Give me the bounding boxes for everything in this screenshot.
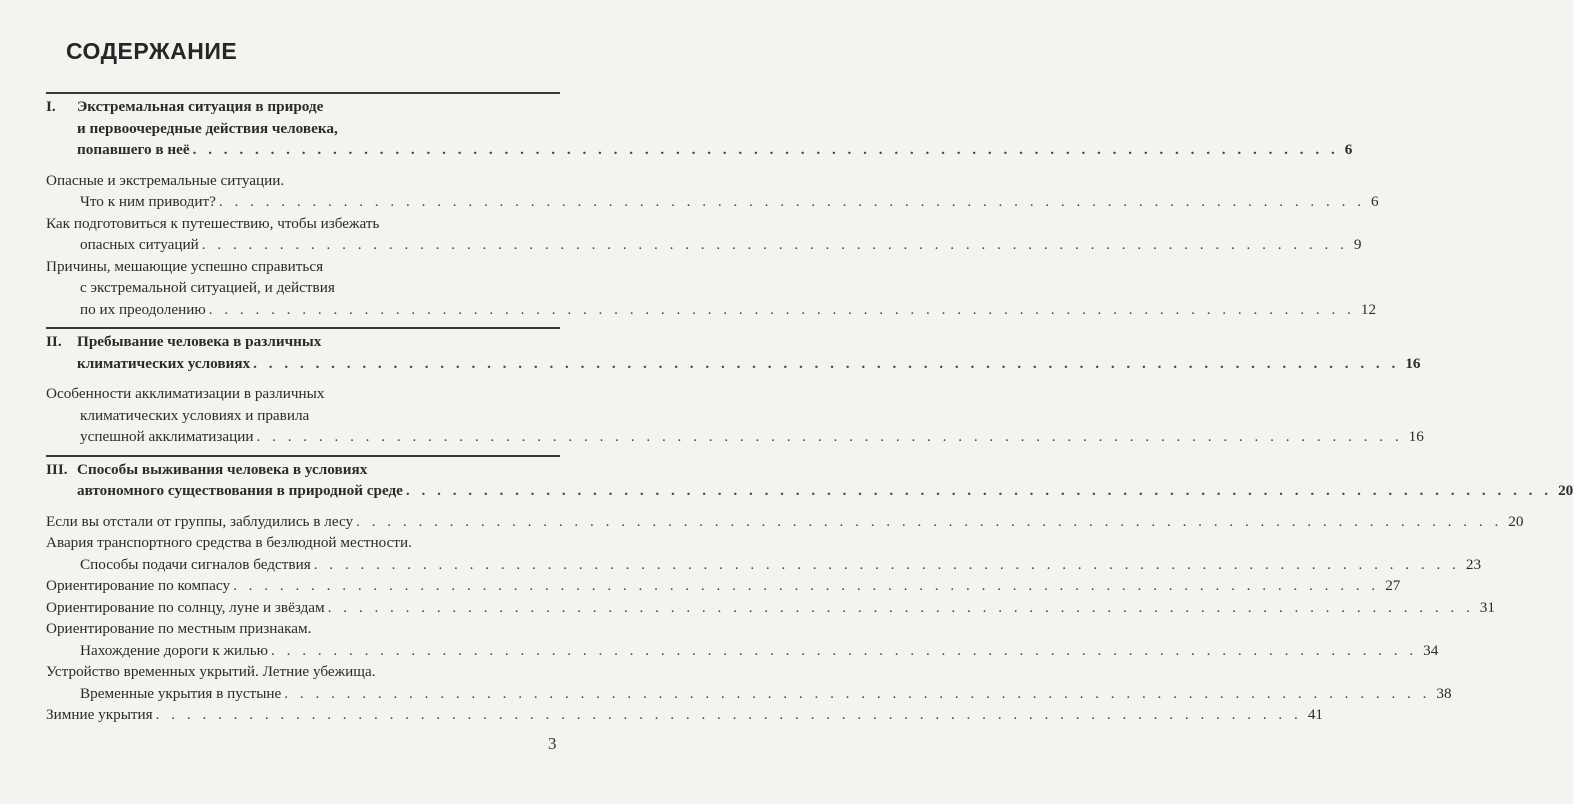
- entry-line: Если вы отстали от группы, заблудились в лесу: [46, 512, 354, 530]
- entry-line: Временные укрытия в пустыне: [80, 684, 282, 702]
- entry-line: Нахождение дороги к жилью: [80, 641, 269, 659]
- leader-dots: [328, 599, 1474, 616]
- page-number: 3: [548, 734, 557, 753]
- section-numeral: II.: [46, 333, 62, 350]
- entry-line: Зимние укрытия: [46, 706, 153, 723]
- entry-line: Способы подачи сигналов бедствия: [80, 555, 311, 573]
- toc-entry[interactable]: [46, 704, 1323, 726]
- leader-dots: [193, 141, 1339, 158]
- entry-line: Авария транспортного средства в безлюдной местности.: [46, 534, 412, 551]
- entry-line: Что к ним приводит?: [80, 193, 216, 210]
- leader-dots: [406, 482, 1552, 499]
- entry-line: Как подготовиться к путешествию, чтобы избежать: [46, 214, 380, 232]
- toc-entry[interactable]: [46, 256, 1377, 321]
- page-ref: 16: [1405, 354, 1421, 372]
- entry-line: Ориентирование по местным признакам.: [46, 620, 312, 637]
- leader-dots: [257, 428, 1403, 445]
- entry-line: опасных ситуаций: [80, 236, 199, 253]
- page-title: СОДЕРЖАНИЕ: [66, 38, 238, 64]
- entry-line: Ориентирование по солнцу, луне и звёздам: [46, 598, 325, 616]
- toc-entry[interactable]: [46, 661, 1452, 704]
- page-ref: 34: [1423, 641, 1439, 659]
- toc-entry[interactable]: [46, 575, 1401, 597]
- entry-line: Устройство временных укрытий. Летние убежища.: [46, 663, 376, 680]
- entry-line: успешной акклиматизации: [80, 428, 254, 445]
- page-ref: 20: [1558, 482, 1573, 499]
- entry-line: Ориентирование по компасу: [46, 577, 231, 594]
- table-of-contents: [46, 92, 1573, 726]
- section-title-line: Экстремальная ситуация в природе: [77, 98, 324, 115]
- entry-line: по их преодолению: [80, 300, 206, 318]
- toc-entry[interactable]: [46, 213, 1362, 256]
- entry-line: Опасные и экстремальные ситуации.: [46, 171, 285, 189]
- page-ref: 9: [1353, 236, 1362, 253]
- toc-section-1[interactable]: [46, 96, 1353, 161]
- toc-entry[interactable]: [46, 532, 1482, 575]
- leader-dots: [356, 513, 1502, 530]
- leader-dots: [314, 556, 1460, 573]
- leader-dots: [209, 301, 1355, 318]
- toc-entry[interactable]: [46, 511, 1524, 533]
- section-title-line: Способы выживания человека в условиях: [77, 460, 368, 478]
- page-ref: 12: [1360, 300, 1377, 318]
- page-ref: 41: [1307, 706, 1323, 723]
- page-ref: 6: [1370, 193, 1379, 210]
- leader-dots: [219, 193, 1365, 210]
- section-title-line: Пребывание человека в различных: [77, 333, 322, 350]
- entry-line: Особенности акклиматизации в различных: [46, 385, 325, 402]
- page-ref: 6: [1344, 141, 1353, 158]
- page-ref: 23: [1465, 555, 1482, 573]
- entry-line: Причины, мешающие успешно справиться: [46, 257, 324, 275]
- toc-entry[interactable]: [46, 597, 1495, 619]
- leader-dots: [156, 706, 1302, 723]
- section-title-line: попавшего в неё: [77, 141, 190, 158]
- toc-entry[interactable]: [46, 170, 1379, 213]
- section-title-line: и первоочередные действия человека,: [77, 119, 338, 137]
- leader-dots: [271, 642, 1417, 659]
- section-numeral: III.: [46, 460, 68, 478]
- leader-dots: [202, 236, 1348, 253]
- entry-line: климатических условиях и правила: [80, 406, 310, 424]
- toc-entry[interactable]: [46, 383, 1424, 448]
- leader-dots: [284, 685, 1430, 702]
- page-ref: 16: [1408, 428, 1424, 445]
- leader-dots: [233, 577, 1379, 594]
- toc-entry[interactable]: [46, 618, 1439, 661]
- entry-line: с экстремальной ситуацией, и действия: [80, 279, 335, 296]
- page-ref: 31: [1479, 598, 1495, 616]
- section-title-line: автономного существования в природной среде: [77, 482, 403, 499]
- page-ref: 27: [1385, 577, 1401, 594]
- leader-dots: [253, 355, 1399, 372]
- page-ref: 20: [1508, 512, 1524, 530]
- section-numeral: I.: [46, 98, 56, 115]
- section-title-line: климатических условиях: [77, 354, 251, 372]
- toc-section-3[interactable]: [46, 459, 1573, 502]
- page-ref: 38: [1436, 684, 1452, 702]
- toc-section-2[interactable]: [46, 331, 1421, 374]
